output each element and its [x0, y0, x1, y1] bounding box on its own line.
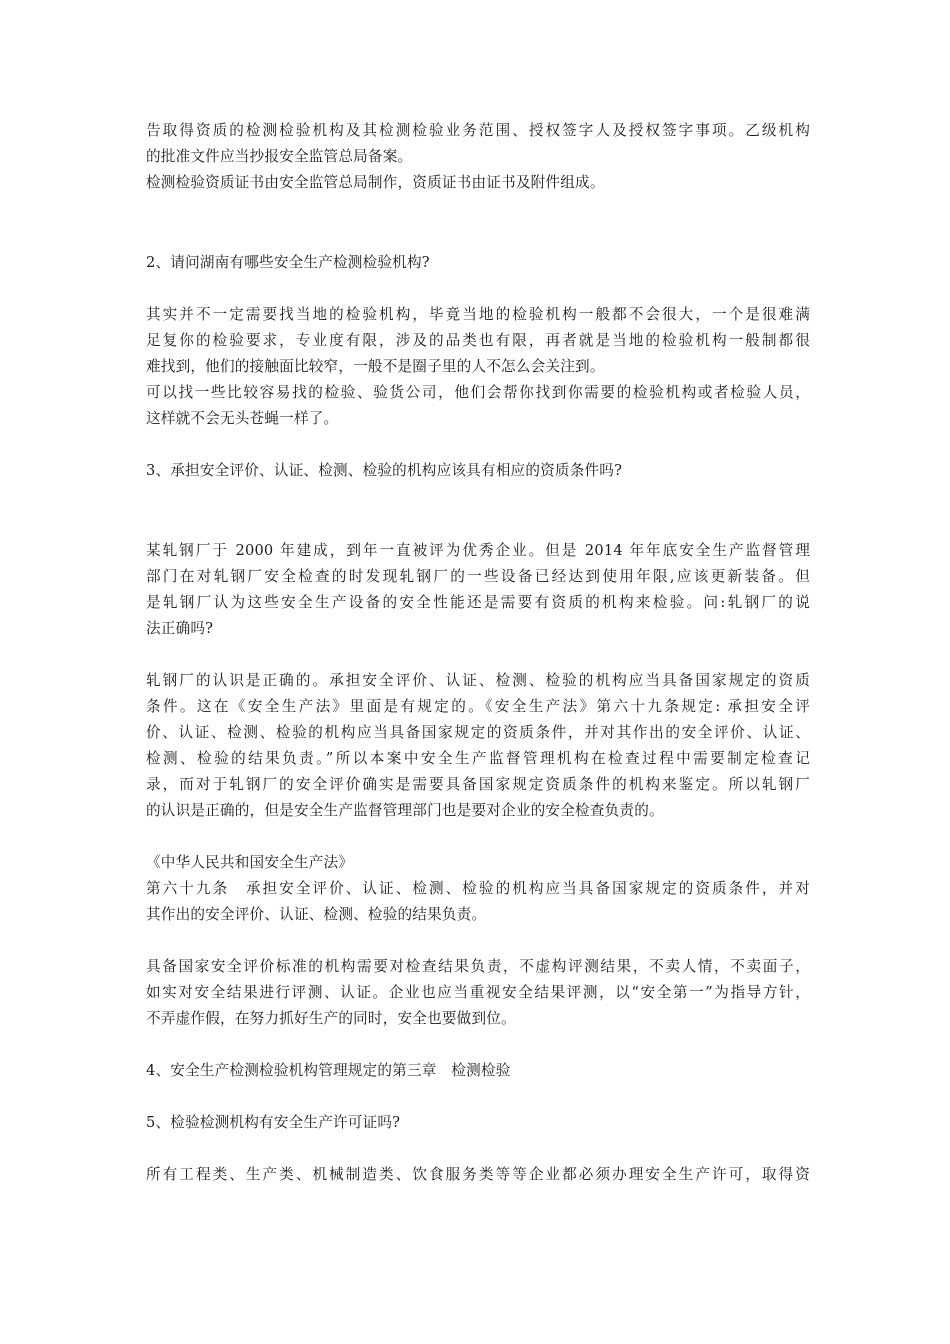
text-line: 这样就不会无头苍蝇一样了。	[146, 410, 339, 427]
paragraph-answer-5	[146, 1162, 810, 1188]
text-line: 某轧钢厂于 2000 年建成，到年一直被评为优秀企业。但是 2014 年年底安全生产监督管理	[146, 542, 810, 559]
text-line: 价、认证、检测、检验的机构应当具备国家规定的资质条件，并对其作出的安全评价、认证、	[146, 724, 810, 741]
text-line: 其实并不一定需要找当地的检验机构，毕竟当地的检验机构一般都不会很大，一个是很难满	[146, 306, 810, 323]
paragraph-answer-2	[146, 302, 810, 432]
text-line: 具备国家安全评价标准的机构需要对检查结果负责，不虚构评测结果，不卖人情，不卖面子，	[146, 958, 810, 975]
text-line: 法正确吗?	[146, 620, 214, 637]
text-line: 其作出的安全评价、认证、检测、检验的结果负责。	[146, 906, 487, 923]
text-line: 如实对安全结果进行评测、认证。企业也应当重视安全结果评测，以“安全第一”为指导方针，	[146, 984, 810, 1001]
text-line: 所有工程类、生产类、机械制造类、饮食服务类等等企业都必须办理安全生产许可，取得资	[146, 1166, 810, 1183]
text-line: 的认识是正确的，但是安全生产监督管理部门也是要对企业的安全检查负责的。	[146, 802, 664, 819]
question-heading-3: 3、承担安全评价、认证、检测、检验的机构应该具有相应的资质条件吗?	[146, 462, 623, 479]
question-heading-2: 2、请问湖南有哪些安全生产检测检验机构?	[146, 254, 430, 271]
text-line: 检测检验资质证书由安全监管总局制作，资质证书由证书及附件组成。	[146, 174, 605, 191]
text-line: 告取得资质的检测检验机构及其检测检验业务范围、授权签字人及授权签字事项。乙级机构	[146, 122, 810, 139]
text-line: 的批准文件应当抄报安全监管总局备案。	[146, 148, 413, 165]
text-line: 检测、检验的结果负责。”所以本案中安全生产监督管理机构在检查过程中需要制定检查记	[146, 750, 810, 767]
text-line: 可以找一些比较容易找的检验、验货公司，他们会帮你找到你需要的检验机构或者检验人员，	[146, 384, 810, 401]
text-line: 足复你的检验要求，专业度有限，涉及的品类也有限，再者就是当地的检验机构一般制都很	[146, 332, 810, 349]
text-line: 不弄虚作假，在努力抓好生产的同时，安全也要做到位。	[146, 1010, 516, 1027]
paragraph-responsibility	[146, 954, 810, 1032]
law-title: 《中华人民共和国安全生产法》	[146, 854, 354, 871]
text-line: 条件。这在《安全生产法》里面是有规定的。《安全生产法》第六十九条规定: 承担安全评	[146, 698, 810, 715]
document-page	[146, 118, 810, 1188]
text-line: 录，而对于轧钢厂的安全评价确实是需要具备国家规定资质条件的机构来鉴定。所以轧钢厂	[146, 776, 810, 793]
question-heading-5: 5、检验检测机构有安全生产许可证吗?	[146, 1114, 401, 1131]
text-line: 第六十九条 承担安全评价、认证、检测、检验的机构应当具备国家规定的资质条件，并对	[146, 880, 810, 897]
paragraph-qualification-approval	[146, 118, 810, 196]
text-line: 是轧钢厂认为这些安全生产设备的安全性能还是需要有资质的机构来检验。问:轧钢厂的说	[146, 594, 810, 611]
paragraph-case-steel-mill	[146, 538, 810, 642]
text-line: 部门在对轧钢厂安全检查的时发现轧钢厂的一些设备已经达到使用年限,应该更新装备。但	[146, 568, 810, 585]
paragraph-law-citation	[146, 850, 810, 928]
text-line: 轧钢厂的认识是正确的。承担安全评价、认证、检测、检验的机构应当具备国家规定的资质	[146, 672, 810, 689]
text-line: 难找到，他们的接触面比较窄，一般不是圈子里的人不怎么会关注到。	[146, 358, 605, 375]
paragraph-case-analysis	[146, 668, 810, 824]
question-heading-4: 4、安全生产检测检验机构管理规定的第三章 检测检验	[146, 1062, 511, 1079]
